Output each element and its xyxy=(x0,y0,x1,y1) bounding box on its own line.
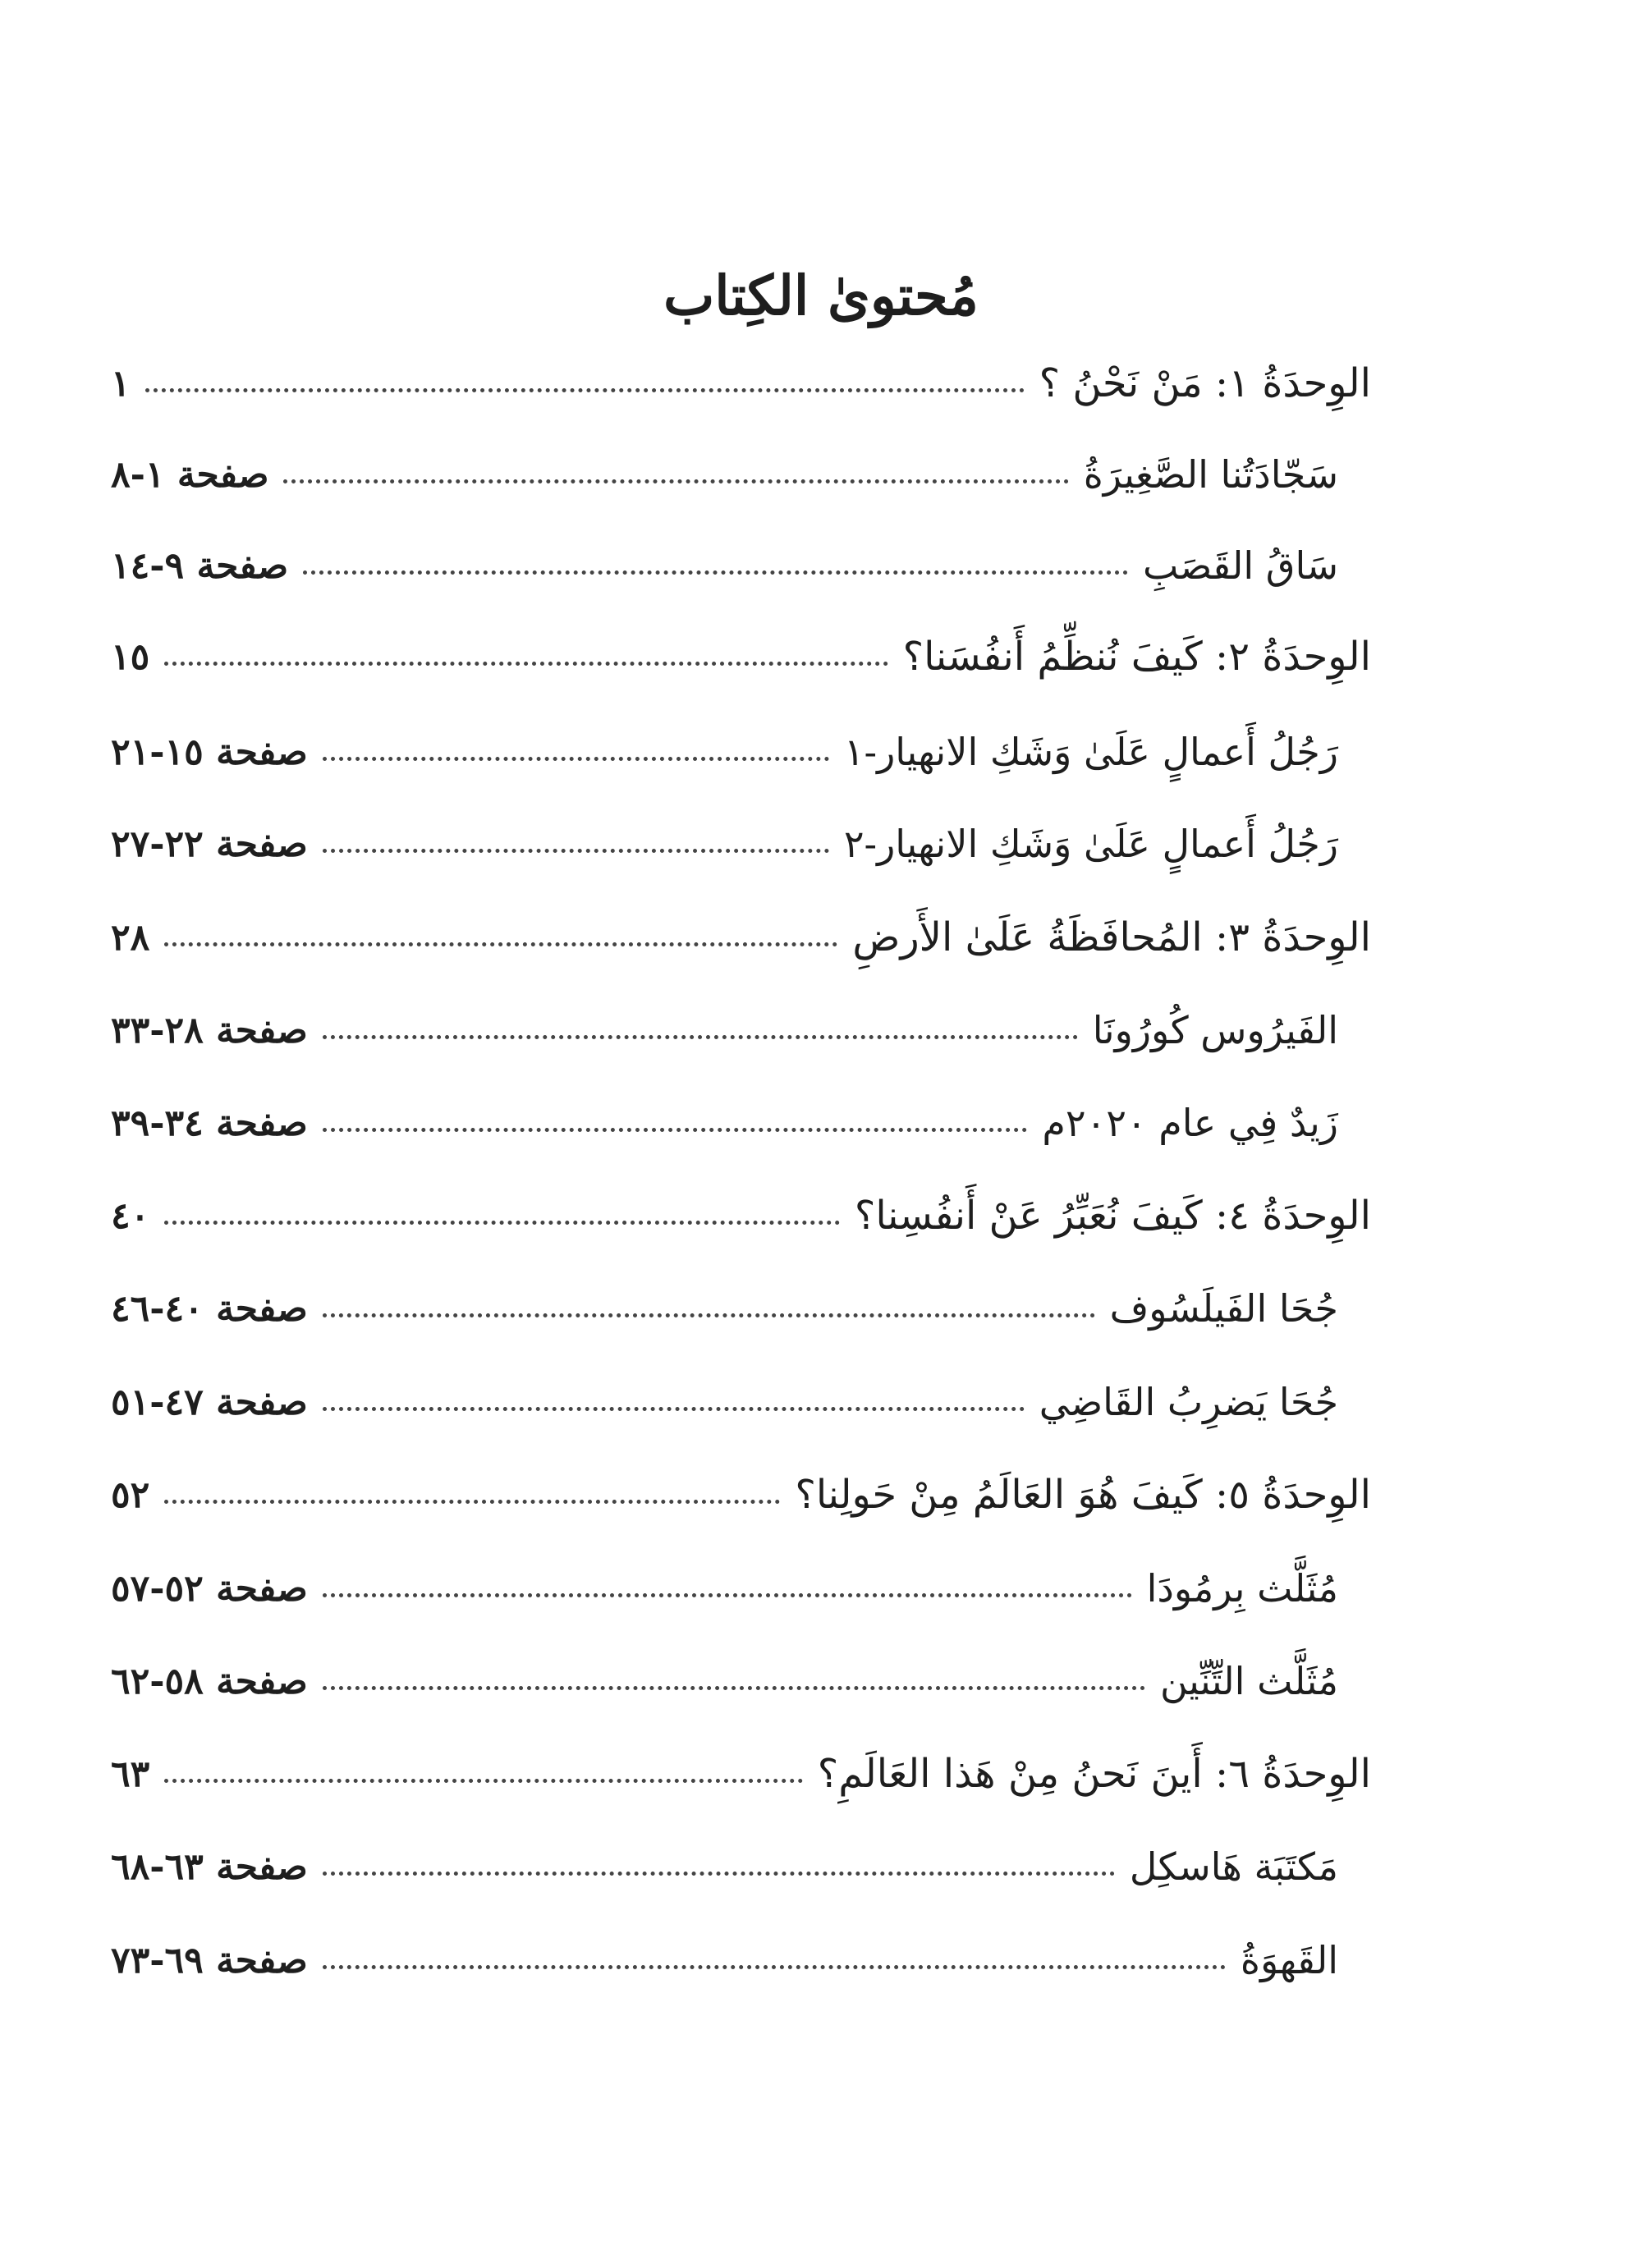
toc-entry-title: مَكتَبَة هَاسكِل xyxy=(1129,1844,1338,1889)
toc-entry-title: جُحَا يَضرِبُ القَاضِي xyxy=(1039,1380,1338,1424)
toc-entry-page: صفحة ٩-١٤ xyxy=(111,544,289,587)
toc-lesson xyxy=(111,429,1338,520)
dot-leader xyxy=(323,849,829,853)
toc-unit-5 xyxy=(111,1450,1371,1540)
toc-entry-title: القَهوَةُ xyxy=(1240,1938,1338,1982)
toc-entry-page: ٦٣ xyxy=(111,1753,150,1795)
toc-lesson xyxy=(111,1263,1338,1354)
toc-entry-title: مُثَلَّث التِّنِّين xyxy=(1160,1659,1338,1703)
dot-leader xyxy=(323,1407,1025,1411)
toc-entry-title: الوِحدَةُ ٥: كَيفَ هُوَ العَالَمُ مِنْ حَولِنا؟ xyxy=(795,1472,1371,1518)
toc-entry-title: رَجُلُ أَعمالٍ عَلَىٰ وَشَكِ الانهيار-١ xyxy=(843,730,1338,774)
toc-entry-title: الوِحدَةُ ٤: كَيفَ نُعَبِّرُ عَنْ أَنفُسِنا؟ xyxy=(854,1193,1371,1239)
toc-entry-page: ٤٠ xyxy=(111,1194,150,1237)
toc-unit-2 xyxy=(111,612,1371,702)
toc-lesson xyxy=(111,1915,1338,2005)
dot-leader xyxy=(164,1221,840,1225)
toc-entry-title: سَجّادَتُنا الصَّغِيرَةُ xyxy=(1083,452,1338,497)
toc-entry-page: ١ xyxy=(111,362,131,405)
toc-entry-page: صفحة ٢٢-٢٧ xyxy=(111,822,308,865)
toc-entry-page: صفحة ٦٩-٧٣ xyxy=(111,1939,308,1982)
dot-leader xyxy=(164,1779,802,1783)
toc-lesson xyxy=(111,985,1338,1075)
toc-entry-page: ٥٢ xyxy=(111,1473,150,1516)
toc-entry-title: سَاقُ القَصَبِ xyxy=(1143,543,1338,588)
page-title: مُحتوىٰ الكِتاب xyxy=(663,263,979,328)
dot-leader xyxy=(164,662,888,666)
dot-leader xyxy=(283,479,1068,483)
toc-entry-page: صفحة ٤٧-٥١ xyxy=(111,1381,308,1423)
toc-lesson xyxy=(111,1357,1338,1447)
toc-entry-page: ٢٨ xyxy=(111,916,150,959)
toc-unit-3 xyxy=(111,892,1371,983)
toc-entry-page: صفحة ٢٨-٣٣ xyxy=(111,1009,308,1052)
dot-leader xyxy=(323,1128,1028,1132)
toc-lesson xyxy=(111,1636,1338,1726)
toc-entry-title: مُثَلَّث بِرمُودَا xyxy=(1146,1566,1338,1611)
toc-entry-page: ١٥ xyxy=(111,635,150,678)
toc-entry-page: صفحة ١-٨ xyxy=(111,453,269,496)
dot-leader xyxy=(164,1500,780,1504)
dot-leader xyxy=(164,942,837,946)
toc-unit-1 xyxy=(111,338,1371,428)
toc-entry-page: صفحة ٦٣-٦٨ xyxy=(111,1845,308,1888)
toc-entry-title: الفَيرُوس كُورُونَا xyxy=(1092,1008,1338,1052)
toc-lesson xyxy=(111,799,1338,889)
toc-lesson xyxy=(111,520,1338,611)
dot-leader xyxy=(323,1313,1095,1317)
dot-leader xyxy=(323,757,829,761)
toc-lesson xyxy=(111,1821,1338,1912)
toc-unit-6 xyxy=(111,1729,1371,1819)
toc-entry-title: جُحَا الفَيلَسُوف xyxy=(1109,1286,1338,1331)
toc-lesson xyxy=(111,1543,1338,1633)
toc-lesson xyxy=(111,1078,1338,1168)
dot-leader xyxy=(303,570,1128,575)
toc-entry-title: زَيدٌ فِي عام ٢٠٢٠م xyxy=(1042,1101,1338,1145)
toc-entry-page: صفحة ٣٤-٣٩ xyxy=(111,1102,308,1144)
dot-leader xyxy=(323,1872,1115,1876)
dot-leader xyxy=(323,1035,1078,1039)
toc-entry-title: الوِحدَةُ ١: مَنْ نَحْنُ ؟ xyxy=(1039,360,1371,406)
toc-entry-page: صفحة ١٥-٢١ xyxy=(111,731,308,773)
toc-unit-4 xyxy=(111,1171,1371,1261)
toc-entry-title: الوِحدَةُ ٦: أَينَ نَحنُ مِنْ هَذا العَالَمِ؟ xyxy=(817,1751,1371,1797)
toc-entry-title: رَجُلُ أَعمالٍ عَلَىٰ وَشَكِ الانهيار-٢ xyxy=(843,822,1338,866)
dot-leader xyxy=(145,388,1025,392)
toc-lesson xyxy=(111,707,1338,797)
dot-leader xyxy=(323,1593,1132,1597)
dot-leader xyxy=(323,1686,1145,1690)
dot-leader xyxy=(323,1965,1226,1969)
toc-entry-page: صفحة ٥٨-٦٢ xyxy=(111,1660,308,1702)
toc-entry-title: الوِحدَةُ ٣: المُحافَظَةُ عَلَىٰ الأَرضِ xyxy=(852,914,1371,960)
toc-entry-title: الوِحدَةُ ٢: كَيفَ نُنظِّمُ أَنفُسَنا؟ xyxy=(902,634,1371,680)
toc-entry-page: صفحة ٤٠-٤٦ xyxy=(111,1287,308,1330)
toc-entry-page: صفحة ٥٢-٥٧ xyxy=(111,1567,308,1610)
